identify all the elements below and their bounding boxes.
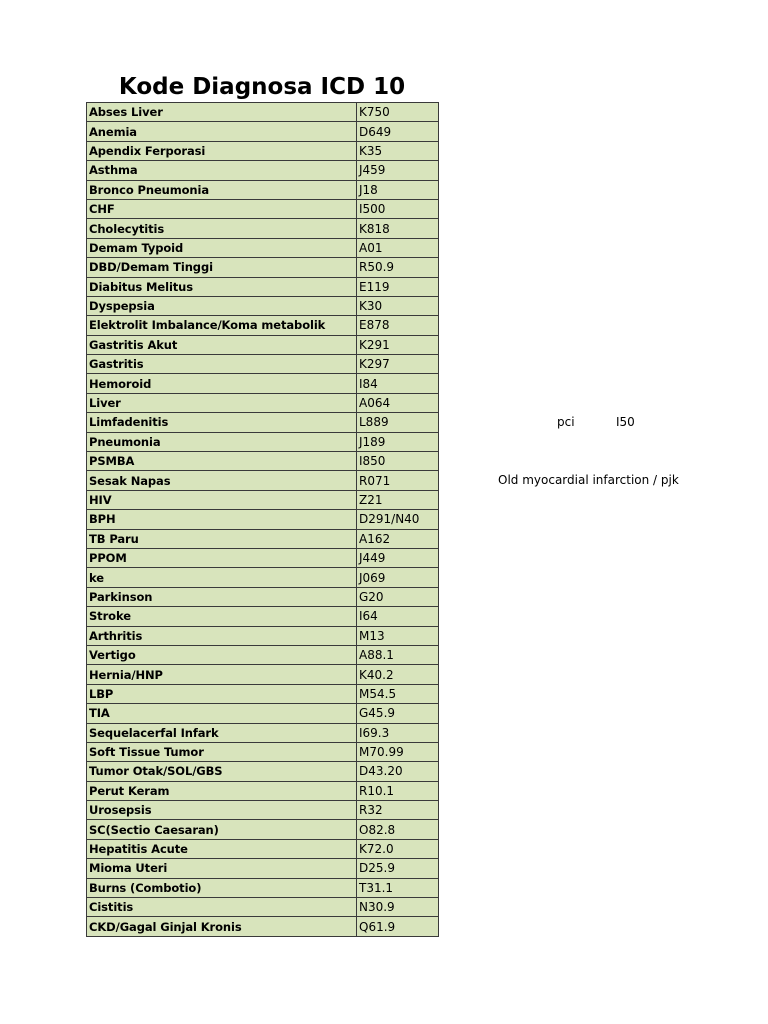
icd-code-cell: I850: [357, 452, 439, 471]
icd-code-cell: J459: [357, 161, 439, 180]
icd-code-cell: R32: [357, 801, 439, 820]
diagnosis-name-cell: Arthritis: [87, 626, 357, 645]
diagnosis-name-cell: Burns (Combotio): [87, 878, 357, 897]
diagnosis-name-cell: Limfadenitis: [87, 413, 357, 432]
icd-code-cell: I69.3: [357, 723, 439, 742]
table-row: [87, 393, 439, 412]
diagnosis-name-cell: Sesak Napas: [87, 471, 357, 490]
table-row: [87, 296, 439, 315]
icd-code-cell: A01: [357, 238, 439, 257]
icd-code-cell: L889: [357, 413, 439, 432]
diagnosis-name-cell: Hepatitis Acute: [87, 839, 357, 858]
table-row: [87, 510, 439, 529]
table-row: [87, 665, 439, 684]
diagnosis-name-cell: HIV: [87, 490, 357, 509]
icd-code-cell: Z21: [357, 490, 439, 509]
table-row: [87, 452, 439, 471]
diagnosis-name-cell: CHF: [87, 199, 357, 218]
table-row: [87, 587, 439, 606]
table-row: [87, 413, 439, 432]
table-row: [87, 723, 439, 742]
diagnosis-name-cell: Vertigo: [87, 645, 357, 664]
table-row: [87, 161, 439, 180]
diagnosis-name-cell: DBD/Demam Tinggi: [87, 258, 357, 277]
table-row: [87, 529, 439, 548]
diagnosis-name-cell: Urosepsis: [87, 801, 357, 820]
icd-code-cell: T31.1: [357, 878, 439, 897]
table-row: [87, 781, 439, 800]
icd-code-cell: D25.9: [357, 859, 439, 878]
table-row: [87, 335, 439, 354]
note-pci-label: pci: [557, 415, 575, 429]
icd-code-cell: A162: [357, 529, 439, 548]
page-title: Kode Diagnosa ICD 10: [118, 74, 406, 100]
diagnosis-name-cell: Stroke: [87, 607, 357, 626]
icd-code-cell: K30: [357, 296, 439, 315]
table-row: [87, 820, 439, 839]
diagnosis-name-cell: Demam Typoid: [87, 238, 357, 257]
icd-code-cell: I84: [357, 374, 439, 393]
diagnosis-name-cell: Cholecytitis: [87, 219, 357, 238]
diagnosis-name-cell: Gastritis: [87, 355, 357, 374]
table-row: [87, 607, 439, 626]
diagnosis-name-cell: Pneumonia: [87, 432, 357, 451]
diagnosis-name-cell: Diabitus Melitus: [87, 277, 357, 296]
note-old-mi: Old myocardial infarction / pjk: [498, 473, 679, 487]
table-row: [87, 684, 439, 703]
diagnosis-name-cell: BPH: [87, 510, 357, 529]
table-row: [87, 258, 439, 277]
diagnosis-name-cell: Hemoroid: [87, 374, 357, 393]
table-row: [87, 762, 439, 781]
icd-table: [86, 102, 439, 937]
table-row: [87, 704, 439, 723]
icd-table-body: [87, 103, 439, 937]
diagnosis-name-cell: TB Paru: [87, 529, 357, 548]
diagnosis-name-cell: Gastritis Akut: [87, 335, 357, 354]
diagnosis-name-cell: PSMBA: [87, 452, 357, 471]
icd-code-cell: A064: [357, 393, 439, 412]
icd-code-cell: J449: [357, 548, 439, 567]
icd-code-cell: D649: [357, 122, 439, 141]
icd-code-cell: K297: [357, 355, 439, 374]
icd-code-cell: A88.1: [357, 645, 439, 664]
diagnosis-name-cell: Soft Tissue Tumor: [87, 742, 357, 761]
table-row: [87, 742, 439, 761]
icd-code-cell: M54.5: [357, 684, 439, 703]
diagnosis-name-cell: Hernia/HNP: [87, 665, 357, 684]
table-row: [87, 898, 439, 917]
diagnosis-name-cell: Apendix Ferporasi: [87, 141, 357, 160]
table-row: [87, 432, 439, 451]
diagnosis-name-cell: CKD/Gagal Ginjal Kronis: [87, 917, 357, 936]
icd-code-cell: G45.9: [357, 704, 439, 723]
diagnosis-name-cell: Tumor Otak/SOL/GBS: [87, 762, 357, 781]
diagnosis-name-cell: Liver: [87, 393, 357, 412]
diagnosis-name-cell: Abses Liver: [87, 103, 357, 122]
table-row: [87, 374, 439, 393]
diagnosis-name-cell: Parkinson: [87, 587, 357, 606]
icd-code-cell: O82.8: [357, 820, 439, 839]
icd-code-cell: M13: [357, 626, 439, 645]
table-row: [87, 859, 439, 878]
table-row: [87, 103, 439, 122]
icd-code-cell: D43.20: [357, 762, 439, 781]
diagnosis-name-cell: LBP: [87, 684, 357, 703]
diagnosis-name-cell: Elektrolit Imbalance/Koma metabolik: [87, 316, 357, 335]
table-row: [87, 219, 439, 238]
icd-code-cell: G20: [357, 587, 439, 606]
table-row: [87, 141, 439, 160]
table-row: [87, 645, 439, 664]
table-row: [87, 839, 439, 858]
diagnosis-name-cell: SC(Sectio Caesaran): [87, 820, 357, 839]
icd-code-cell: K750: [357, 103, 439, 122]
diagnosis-name-cell: Sequelacerfal Infark: [87, 723, 357, 742]
icd-code-cell: M70.99: [357, 742, 439, 761]
table-row: [87, 122, 439, 141]
table-row: [87, 917, 439, 936]
diagnosis-name-cell: PPOM: [87, 548, 357, 567]
table-row: [87, 548, 439, 567]
icd-code-cell: K818: [357, 219, 439, 238]
icd-code-cell: R071: [357, 471, 439, 490]
icd-code-cell: K72.0: [357, 839, 439, 858]
table-row: [87, 199, 439, 218]
diagnosis-name-cell: Asthma: [87, 161, 357, 180]
diagnosis-name-cell: Mioma Uteri: [87, 859, 357, 878]
table-row: [87, 180, 439, 199]
icd-code-cell: I500: [357, 199, 439, 218]
diagnosis-name-cell: ke: [87, 568, 357, 587]
icd-code-cell: E119: [357, 277, 439, 296]
diagnosis-name-cell: TIA: [87, 704, 357, 723]
table-row: [87, 878, 439, 897]
table-row: [87, 626, 439, 645]
icd-code-cell: N30.9: [357, 898, 439, 917]
icd-code-cell: I64: [357, 607, 439, 626]
table-row: [87, 490, 439, 509]
icd-code-cell: R50.9: [357, 258, 439, 277]
diagnosis-name-cell: Anemia: [87, 122, 357, 141]
table-row: [87, 316, 439, 335]
icd-code-cell: Q61.9: [357, 917, 439, 936]
table-row: [87, 801, 439, 820]
table-row: [87, 277, 439, 296]
icd-code-cell: R10.1: [357, 781, 439, 800]
icd-code-cell: E878: [357, 316, 439, 335]
icd-code-cell: D291/N40: [357, 510, 439, 529]
diagnosis-name-cell: Cistitis: [87, 898, 357, 917]
icd-code-cell: J189: [357, 432, 439, 451]
table-row: [87, 355, 439, 374]
diagnosis-name-cell: Dyspepsia: [87, 296, 357, 315]
icd-code-cell: K35: [357, 141, 439, 160]
icd-code-cell: K40.2: [357, 665, 439, 684]
diagnosis-name-cell: Bronco Pneumonia: [87, 180, 357, 199]
diagnosis-name-cell: Perut Keram: [87, 781, 357, 800]
table-row: [87, 471, 439, 490]
icd-code-cell: J18: [357, 180, 439, 199]
icd-code-cell: K291: [357, 335, 439, 354]
icd-code-cell: J069: [357, 568, 439, 587]
table-row: [87, 568, 439, 587]
note-pci-code: I50: [616, 415, 635, 429]
table-row: [87, 238, 439, 257]
